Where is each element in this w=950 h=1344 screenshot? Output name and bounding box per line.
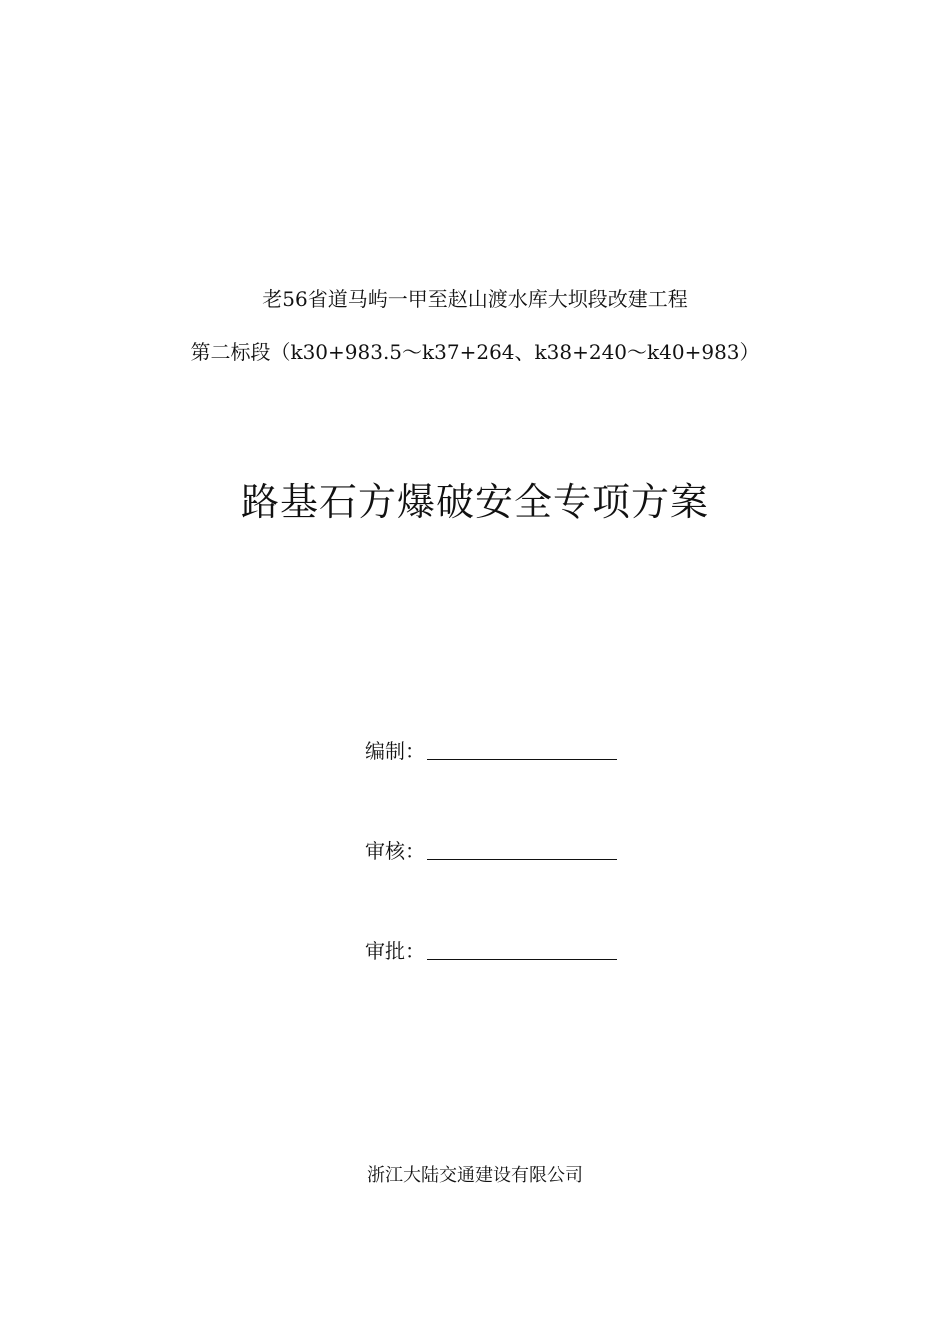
project-name: 老56省道马屿一甲至赵山渡水库大坝段改建工程 (262, 287, 688, 311)
review-signature-line (427, 859, 617, 860)
signature-row-review (365, 836, 617, 866)
document-title: 路基石方爆破安全专项方案 (240, 480, 709, 524)
review-label: 审核： (365, 839, 425, 863)
approve-signature-line (427, 959, 617, 960)
signature-row-approve (365, 936, 617, 966)
compile-signature-line (427, 759, 617, 760)
company-name: 浙江大陆交通建设有限公司 (367, 1165, 583, 1186)
compile-label: 编制： (365, 739, 425, 763)
signature-row-compile (365, 736, 617, 766)
approve-label: 审批： (365, 939, 425, 963)
section-range: 第二标段（k30+983.5～k37+264、k38+240～k40+983） (190, 340, 760, 364)
